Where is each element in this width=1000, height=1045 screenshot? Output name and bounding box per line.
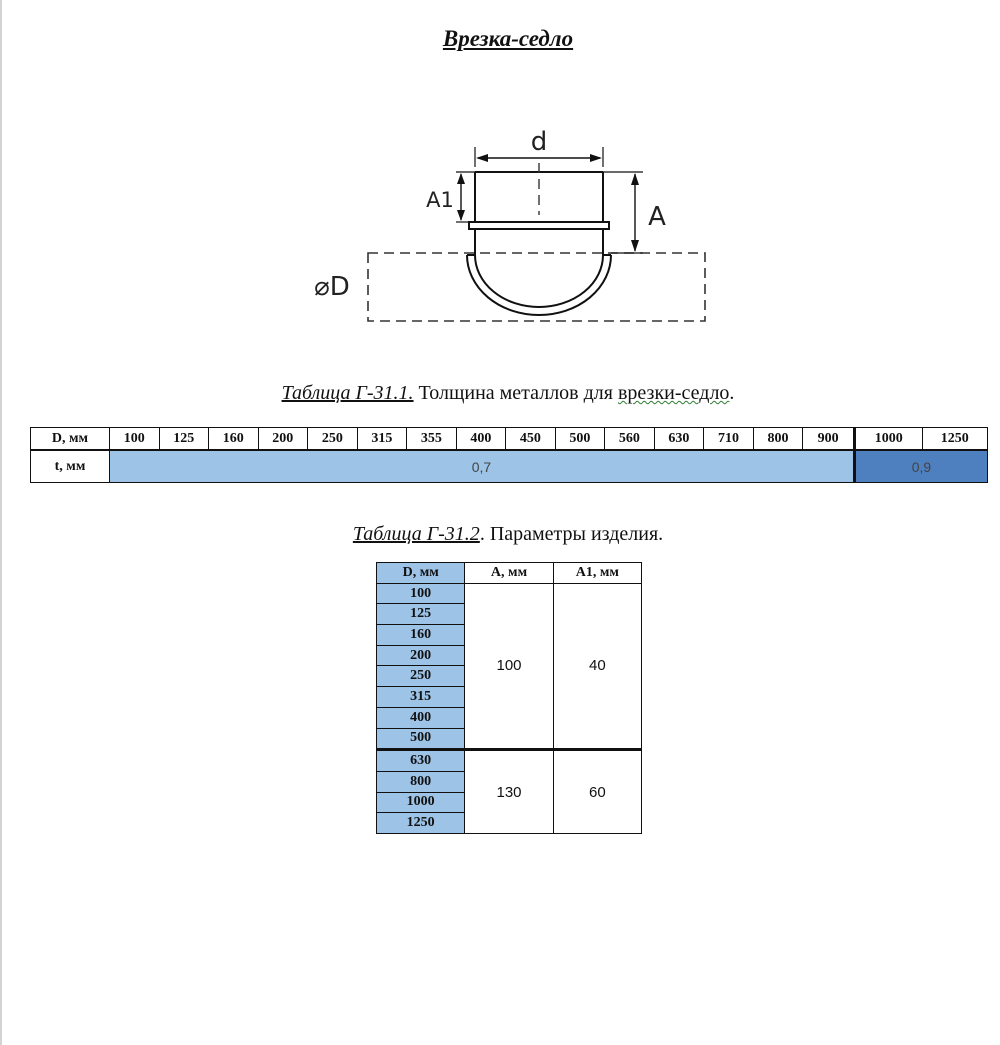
d-cell: 315 bbox=[357, 428, 407, 451]
d-cell: 400 bbox=[377, 707, 465, 728]
table2-caption-text: . Параметры изделия. bbox=[479, 523, 664, 545]
d-cell: 100 bbox=[110, 428, 160, 451]
d-cell: 125 bbox=[377, 604, 465, 625]
table1-caption bbox=[0, 382, 1000, 405]
d-cell: 1250 bbox=[922, 428, 987, 451]
d-cell: 500 bbox=[377, 728, 465, 750]
table1-caption-text: Толщина металлов для bbox=[413, 382, 618, 404]
a1-value: 60 bbox=[553, 750, 641, 834]
saddle-inner-arc bbox=[475, 255, 603, 307]
header-d: D, мм bbox=[377, 563, 465, 584]
a-value: 130 bbox=[465, 750, 553, 834]
d-cell: 125 bbox=[159, 428, 209, 451]
d-cell: 630 bbox=[377, 750, 465, 772]
saddle-tap-drawing bbox=[300, 115, 720, 330]
d-cell: 800 bbox=[377, 771, 465, 792]
d-label: d bbox=[530, 127, 548, 157]
bead-ring bbox=[469, 222, 609, 229]
d-cell: 200 bbox=[377, 645, 465, 666]
t-value-cell: 0,9 bbox=[854, 450, 987, 483]
d-cell: 160 bbox=[209, 428, 259, 451]
a-value: 100 bbox=[465, 583, 553, 750]
header-a1: A1, мм bbox=[553, 563, 641, 584]
d-cell: 500 bbox=[555, 428, 605, 451]
d-cell: 315 bbox=[377, 687, 465, 708]
d-cell: 1250 bbox=[377, 813, 465, 834]
table2-caption-ref: Таблица Г-31.2 bbox=[352, 523, 480, 545]
d-cell: 100 bbox=[377, 583, 465, 604]
d-row bbox=[31, 428, 988, 451]
d-cell: 450 bbox=[506, 428, 556, 451]
table-row bbox=[377, 750, 642, 772]
diameter-label: ⌀D bbox=[314, 272, 350, 302]
page-title: Врезка-седло bbox=[442, 26, 574, 51]
d-row-label: D, мм bbox=[31, 428, 110, 451]
main-pipe-outline bbox=[368, 253, 705, 321]
table1-caption-end: . bbox=[729, 382, 735, 404]
d-cell: 250 bbox=[377, 666, 465, 687]
table1-caption-ref: Таблица Г-31.1. bbox=[281, 382, 414, 404]
table-row bbox=[377, 583, 642, 604]
d-cell: 900 bbox=[803, 428, 855, 451]
d-cell: 160 bbox=[377, 625, 465, 646]
d-cell: 560 bbox=[605, 428, 655, 451]
d-cell: 630 bbox=[654, 428, 704, 451]
d-cell: 400 bbox=[456, 428, 506, 451]
metal-thickness-table bbox=[30, 427, 988, 483]
d-cell: 1000 bbox=[377, 792, 465, 813]
product-parameters-table bbox=[376, 562, 642, 834]
table2-caption bbox=[0, 523, 1000, 546]
d-cell: 200 bbox=[258, 428, 308, 451]
t-row bbox=[31, 450, 988, 483]
d-cell: 1000 bbox=[854, 428, 922, 451]
table-header-row bbox=[377, 563, 642, 584]
d-cell: 355 bbox=[407, 428, 457, 451]
t-row-label: t, мм bbox=[31, 450, 110, 483]
table1-caption-subject: врезки-седло bbox=[617, 382, 730, 404]
d-cell: 250 bbox=[308, 428, 358, 451]
a1-value: 40 bbox=[553, 583, 641, 750]
t-value-cell: 0,7 bbox=[110, 450, 855, 483]
a-label: A bbox=[648, 202, 666, 232]
d-cell: 710 bbox=[704, 428, 754, 451]
d-cell: 800 bbox=[753, 428, 803, 451]
header-a: A, мм bbox=[465, 563, 553, 584]
a1-label: A1 bbox=[426, 188, 454, 212]
